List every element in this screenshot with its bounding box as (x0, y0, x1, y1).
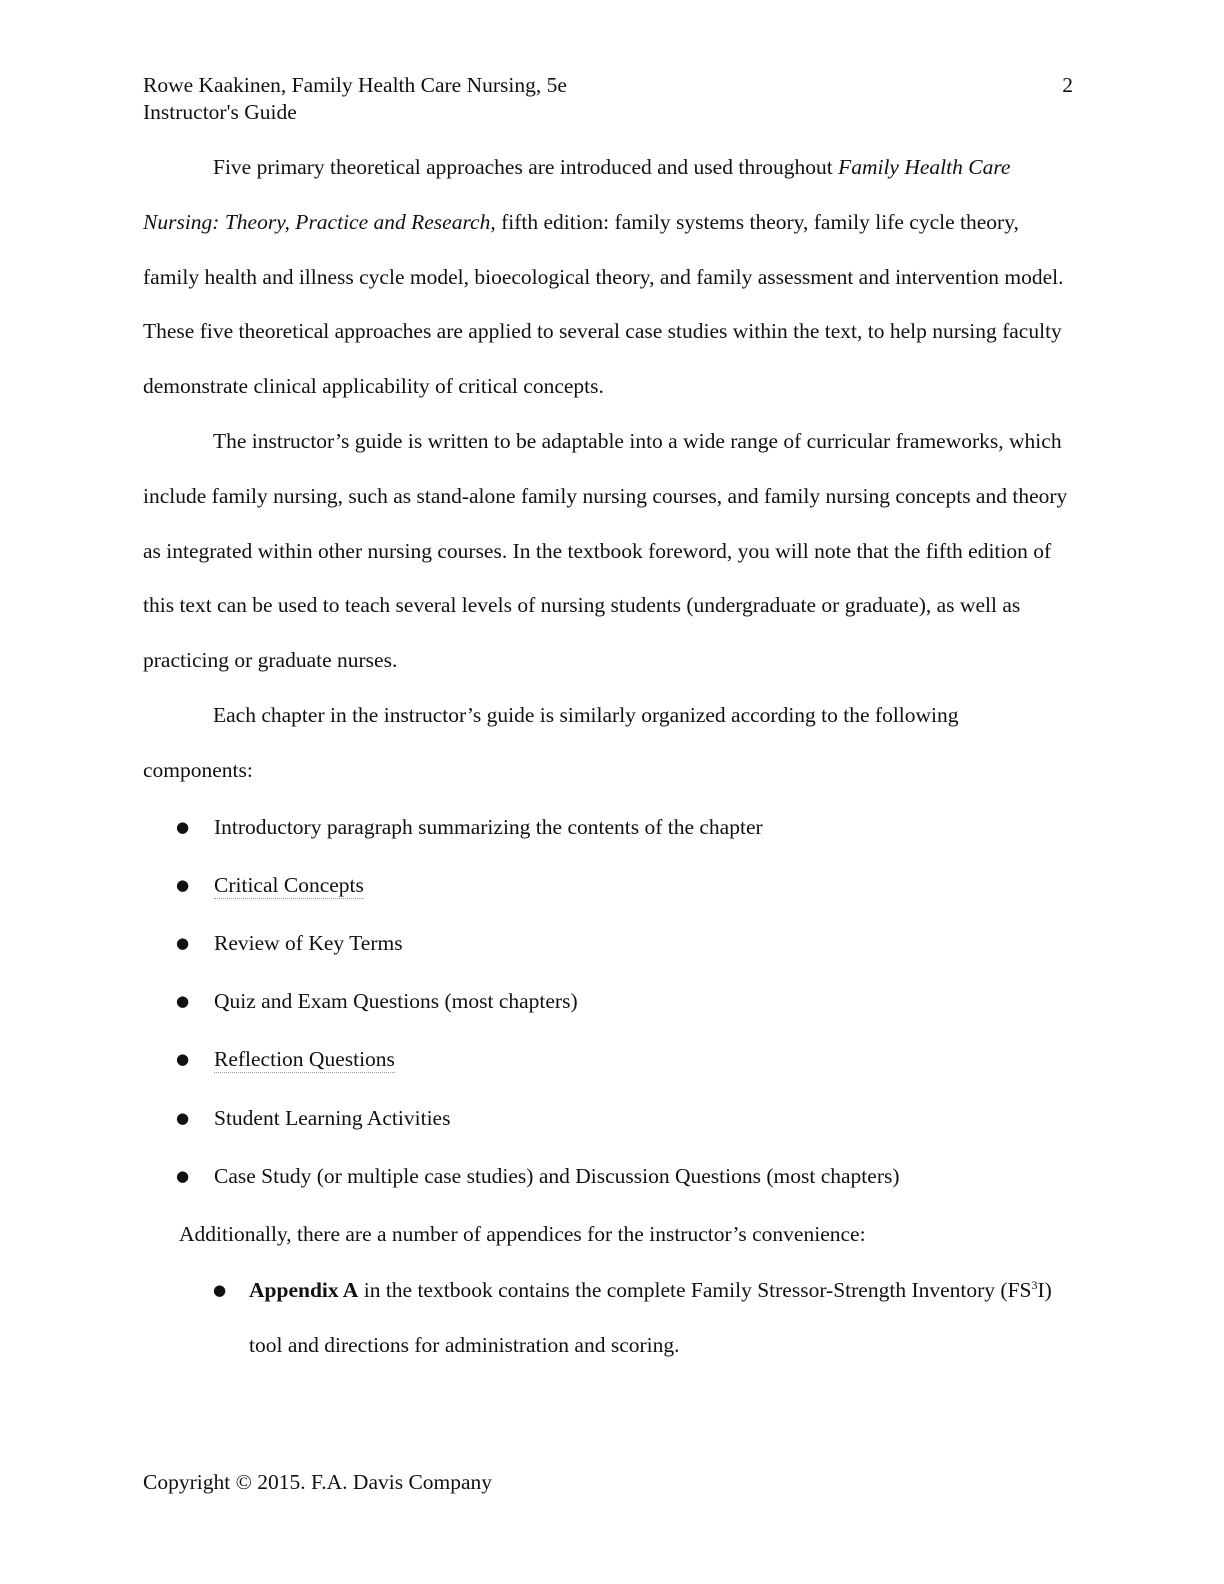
appendix-a-text-end: I) tool and directions for administration and scoring. (249, 1277, 1052, 1357)
list-item-text: Introductory paragraph summarizing the contents of the chapter (214, 814, 763, 839)
list-item-text: Case Study (or multiple case studies) and Discussion Questions (most chapters) (214, 1163, 900, 1188)
header-top-line (143, 72, 1073, 99)
list-item (143, 1030, 1068, 1088)
bullet-icon: ● (176, 1108, 190, 1127)
list-item (143, 856, 1068, 914)
paragraph-chapter-organization: Each chapter in the instructor’s guide is similarly organized according to the following components: (143, 702, 959, 782)
page-number: 2 (1062, 73, 1073, 97)
paragraph-1-lead: Five primary theoretical approaches are introduced and used throughout (213, 155, 839, 179)
page-header (143, 72, 1073, 126)
bullet-icon: ● (176, 933, 190, 952)
bullet-icon: ● (176, 817, 190, 836)
bullet-icon: ● (176, 875, 190, 894)
list-item (143, 1147, 1068, 1205)
header-subtitle: Instructor's Guide (143, 100, 297, 124)
book-title: Family Health Care Nursing: Theory, Practice and Research, (143, 155, 1011, 234)
list-item-text: Reflection Questions (214, 1047, 395, 1072)
bullet-icon: ● (213, 1280, 227, 1299)
bullet-icon: ● (176, 992, 190, 1011)
appendix-a-label: Appendix A (249, 1277, 359, 1302)
paragraph-theoretical-approaches (143, 140, 1068, 414)
list-item (143, 972, 1068, 1030)
list-item-text: Critical Concepts (214, 872, 364, 897)
superscript: 3 (1031, 1277, 1038, 1292)
page-footer (143, 1469, 492, 1496)
bullet-icon: ● (176, 1050, 190, 1069)
header-title: Rowe Kaakinen, Family Health Care Nursing, 5e (143, 73, 567, 97)
bullet-icon: ● (176, 1166, 190, 1185)
appendices-intro: Additionally, there are a number of appendices for the instructor’s convenience: (179, 1221, 866, 1246)
appendices-list (143, 1263, 1068, 1373)
list-item (143, 798, 1068, 856)
copyright-text: Copyright © 2015. F.A. Davis Company (143, 1470, 493, 1494)
list-item (143, 1089, 1068, 1147)
list-item-text: Review of Key Terms (214, 930, 403, 955)
paragraph-1-rest: fifth edition: family systems theory, family life cycle theory, family health and illness cycle model, bioecological theory, and family assessment and intervention model. These five theoretical approaches are applied to several case studies within the text, to help nursing faculty demonstrate clinical applicability of critical concepts. (143, 209, 1064, 399)
appendix-a-text: in the textbook contains the complete Family Stressor-Strength Inventory (FS (358, 1277, 1032, 1302)
list-item-text: Quiz and Exam Questions (most chapters) (214, 989, 578, 1014)
components-list (143, 798, 1068, 1205)
list-item-text: Student Learning Activities (214, 1105, 451, 1130)
document-body (143, 140, 1068, 1373)
paragraph-curricular-frameworks: The instructor’s guide is written to be adaptable into a wide range of curricular frameworks, which include family nursing, such as stand-alone family nursing courses, and family nursing concepts and theory as integrated within other nursing courses. In the textbook foreword, you will note that the fifth edition of this text can be used to teach several levels of nursing students (undergraduate or graduate), as well as practicing or graduate nurses. (143, 428, 1068, 673)
list-item (143, 914, 1068, 972)
list-item (143, 1263, 1068, 1373)
